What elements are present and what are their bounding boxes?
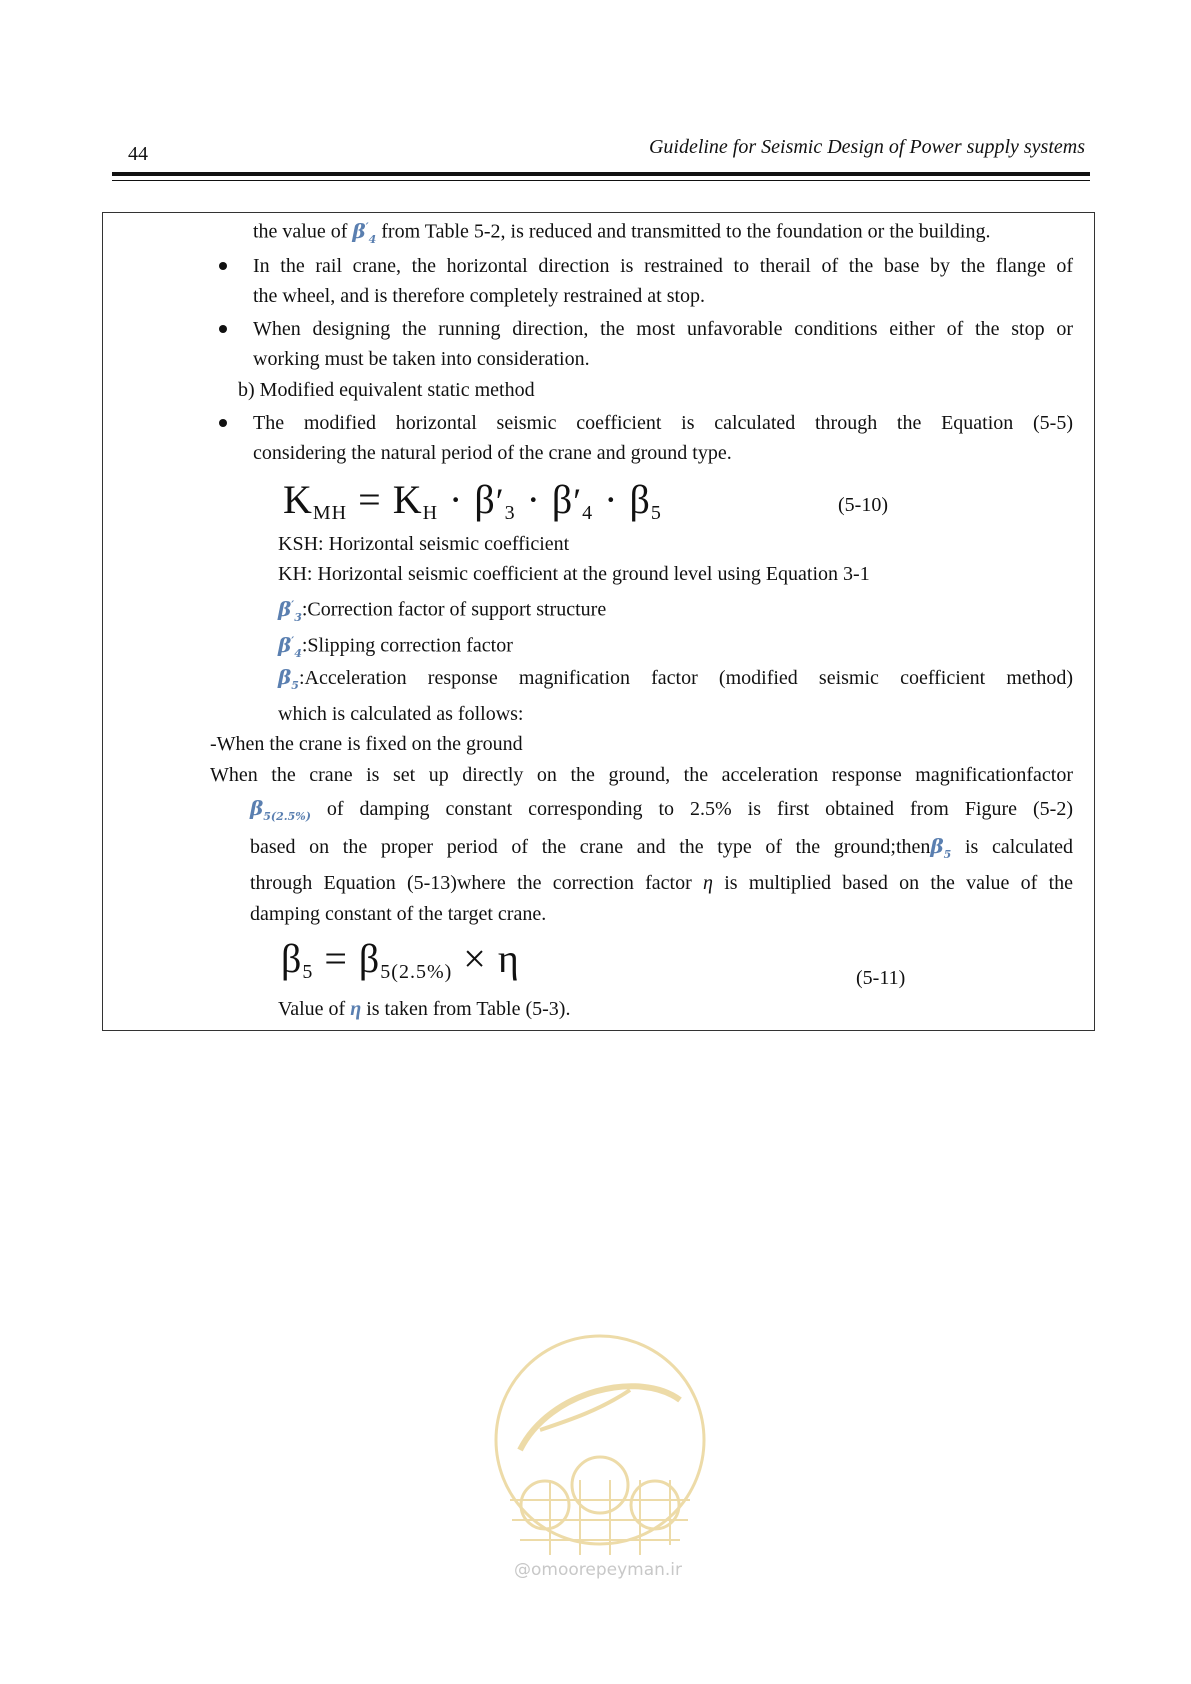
text-line: considering the natural period of the crane and ground type. bbox=[253, 442, 732, 464]
text-line bbox=[250, 870, 1073, 896]
watermark-text: @omoorepeyman.ir bbox=[513, 1560, 683, 1580]
text-run: :Correction factor of support structure bbox=[301, 598, 607, 621]
beta5-symbol: $\beta_5$ bbox=[930, 834, 952, 861]
text-run: Value of bbox=[278, 998, 346, 1020]
header-rule-thin bbox=[112, 180, 1090, 181]
text-line: working must be taken into consideration. bbox=[253, 348, 590, 370]
text-run: is taken from Table (5-3). bbox=[366, 998, 571, 1020]
watermark-logo bbox=[490, 1330, 710, 1570]
bullet bbox=[219, 262, 227, 270]
equation-label: (5-10) bbox=[838, 494, 888, 516]
text-line bbox=[278, 664, 1073, 699]
text-run: is calculated bbox=[964, 836, 1073, 858]
text-line: When the crane is set up directly on the ground, the acceleration response magnificationfactor bbox=[210, 764, 1073, 786]
text-line bbox=[278, 628, 513, 667]
text-line: The modified horizontal seismic coefficient is calculated through the Equation (5-5) bbox=[253, 412, 1073, 434]
beta5-symbol: $\beta_5$ bbox=[278, 665, 299, 692]
running-title: Guideline for Seismic Design of Power supply systems bbox=[648, 136, 1085, 158]
text-line: In the rail crane, the horizontal direction is restrained to therail of the base by the flange of bbox=[253, 255, 1073, 277]
beta5-2.5-symbol: $\beta_{5(2.5\%)}$ bbox=[250, 796, 311, 823]
text-line: the wheel, and is therefore completely restrained at stop. bbox=[253, 285, 706, 307]
beta3-prime-symbol: $\beta'_3$ bbox=[278, 596, 302, 624]
equation-5-11: $\beta_5 = \beta_{5(2.5\%)} \times \eta$ bbox=[281, 936, 520, 983]
text-line: KSH: Horizontal seismic coefficient bbox=[278, 533, 570, 555]
section-heading: b) Modified equivalent static method bbox=[238, 379, 535, 401]
equation-5-10: $K_{MH} = K_H \cdot \beta'_3 \cdot \beta'_4 \cdot \beta_5$ bbox=[283, 477, 662, 524]
text-line: damping constant of the target crane. bbox=[250, 903, 547, 925]
text-run: based on the proper period of the crane and the type of the ground;then bbox=[250, 836, 931, 858]
bullet bbox=[219, 419, 227, 427]
text-run: :Acceleration response magnification factor (modified seismic coefficient method) bbox=[298, 667, 1073, 689]
text-line: which is calculated as follows: bbox=[278, 703, 524, 725]
text-line: -When the crane is fixed on the ground bbox=[210, 733, 523, 755]
header-rule-thick bbox=[112, 172, 1090, 176]
text-run: of damping constant corresponding to 2.5% is first obtained from Figure (5-2) bbox=[326, 798, 1073, 820]
eta-symbol: η bbox=[350, 998, 362, 1020]
text-line: KH: Horizontal seismic coefficient at the ground level using Equation 3-1 bbox=[278, 563, 870, 585]
bullet bbox=[219, 325, 227, 333]
beta4-prime-symbol: $\beta'_4$ bbox=[278, 632, 302, 660]
text-line bbox=[253, 214, 990, 253]
text-line: When designing the running direction, the most unfavorable conditions either of the stop or bbox=[253, 318, 1073, 340]
text-line bbox=[278, 996, 570, 1022]
text-run: is multiplied based on the value of the bbox=[724, 872, 1074, 894]
eta-symbol: η bbox=[703, 872, 713, 894]
equation-label: (5-11) bbox=[856, 967, 906, 989]
text-line bbox=[278, 592, 606, 631]
text-run: the value of bbox=[253, 220, 348, 243]
text-line bbox=[250, 795, 1073, 830]
text-run: through Equation (5-13)where the correction factor bbox=[250, 872, 692, 894]
text-run: :Slipping correction factor bbox=[301, 634, 513, 657]
text-run: from Table 5-2, is reduced and transmitted to the foundation or the building. bbox=[381, 220, 991, 243]
beta4-prime-symbol: $\beta'_4$ bbox=[352, 218, 377, 246]
page-number: 44 bbox=[128, 143, 148, 165]
text-line bbox=[250, 833, 1073, 868]
